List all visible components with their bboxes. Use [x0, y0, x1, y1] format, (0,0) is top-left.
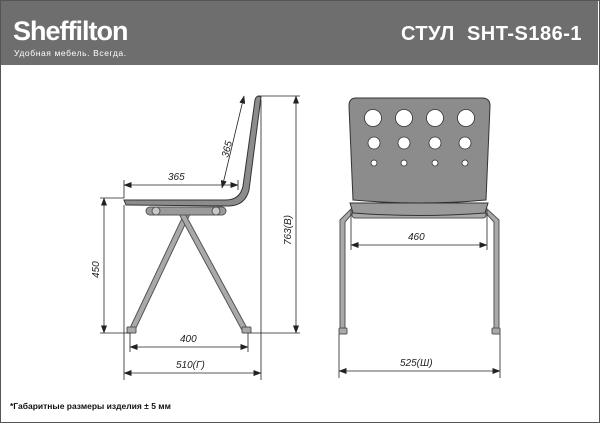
brand-tagline: Удобная мебель. Всегда.	[14, 48, 127, 58]
brand-logo: Sheffilton	[13, 16, 128, 46]
label-base-depth: 400	[180, 334, 197, 345]
side-view-dimension-labels	[91, 139, 294, 371]
front-view-legs	[339, 208, 500, 334]
label-seat-height: 450	[91, 261, 102, 278]
label-total-depth: 510(Г)	[176, 360, 205, 371]
side-view	[124, 96, 261, 333]
product-title: СТУЛ SHT-S186-1	[400, 23, 582, 45]
label-seat-width: 460	[408, 232, 425, 243]
front-view-seat-edge	[350, 203, 488, 216]
side-view-bracket	[146, 207, 226, 215]
front-view-dimension-labels	[400, 232, 433, 369]
label-back-height: 365	[220, 139, 235, 159]
label-total-width: 525(Ш)	[400, 358, 433, 369]
side-view-legs	[127, 210, 251, 333]
side-view-dimensions	[100, 96, 300, 380]
footnote: *Габаритные размеры изделия ± 5 мм	[10, 401, 171, 411]
label-seat-depth: 365	[168, 172, 185, 183]
front-view	[339, 98, 500, 334]
label-total-height: 763(В)	[283, 214, 294, 245]
